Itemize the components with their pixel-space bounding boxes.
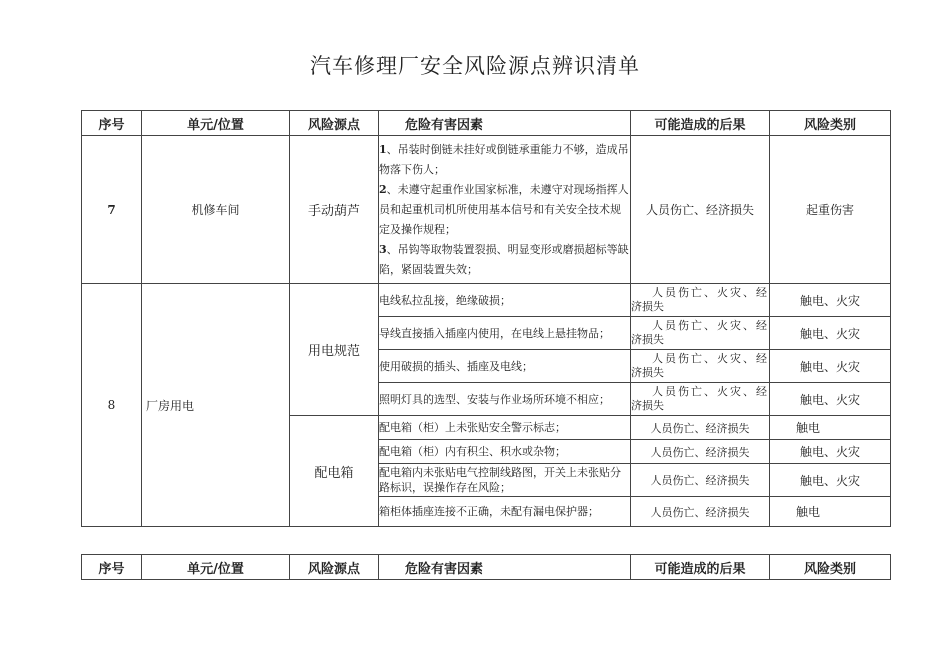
hazard-cell: 配电箱（柜）内有积尘、积水或杂物； — [379, 440, 631, 464]
row7-consequence: 人员伤亡、经济损失 — [631, 136, 770, 284]
repeated-header-table — [81, 554, 891, 580]
row8-source-2: 配电箱 — [290, 416, 379, 527]
hazard-cell: 配电箱内未张贴电气控制线路图，开关上未张贴分路标识，误操作存在风险； — [379, 464, 631, 497]
consequence-cell: 人员伤亡、火灾、经 济损失 — [631, 317, 770, 350]
header-category: 风险类别 — [770, 555, 891, 580]
consequence-cell: 人员伤亡、经济损失 — [631, 464, 770, 497]
row7-source: 手动葫芦 — [290, 136, 379, 284]
row7-hazards — [379, 136, 631, 284]
category-cell: 触电、火灾 — [770, 284, 891, 317]
category-cell: 触电、火灾 — [770, 350, 891, 383]
row8-unit: 厂房用电 — [142, 284, 290, 527]
risk-table — [81, 110, 891, 527]
hazard-item: 2、未遵守起重作业国家标准，未遵守对现场指挥人员和起重机司机所使用基本信号和有关安全技术规定及操作规程； — [379, 182, 629, 236]
hazard-cell: 照明灯具的选型、安装与作业场所环境不相应； — [379, 383, 631, 416]
hazard-cell: 使用破损的插头、插座及电线； — [379, 350, 631, 383]
row8-no: 8 — [82, 284, 142, 527]
page-title: 汽车修理厂安全风险源点辨识清单 — [310, 54, 640, 78]
consequence-cell: 人员伤亡、经济损失 — [631, 497, 770, 527]
row8-source-1: 用电规范 — [290, 284, 379, 416]
header-source: 风险源点 — [290, 111, 379, 136]
consequence-cell: 人员伤亡、火灾、经 济损失 — [631, 350, 770, 383]
consequence-cell: 人员伤亡、火灾、经 济损失 — [631, 383, 770, 416]
header-unit: 单元/位置 — [142, 555, 290, 580]
row7-category: 起重伤害 — [770, 136, 891, 284]
consequence-cell: 人员伤亡、经济损失 — [631, 416, 770, 440]
consequence-cell: 人员伤亡、火灾、经 济损失 — [631, 284, 770, 317]
header-hazard: 危险有害因素 — [379, 555, 631, 580]
category-cell: 触电、火灾 — [770, 464, 891, 497]
hazard-cell: 电线私拉乱接，绝缘破损； — [379, 284, 631, 317]
table-header-row — [82, 555, 891, 580]
header-hazard: 危险有害因素 — [379, 111, 631, 136]
consequence-cell: 人员伤亡、经济损失 — [631, 440, 770, 464]
category-cell: 触电、火灾 — [770, 317, 891, 350]
hazard-cell: 箱柜体插座连接不正确，未配有漏电保护器； — [379, 497, 631, 527]
hazard-item: 1、吊装时倒链未挂好或倒链承重能力不够，造成吊物落下伤人； — [379, 142, 629, 176]
table-row — [82, 284, 891, 317]
category-cell: 触电、火灾 — [770, 440, 891, 464]
category-cell: 触电 — [770, 416, 891, 440]
header-source: 风险源点 — [290, 555, 379, 580]
hazard-cell: 导线直接插入插座内使用，在电线上悬挂物品； — [379, 317, 631, 350]
hazard-cell: 配电箱（柜）上未张贴安全警示标志； — [379, 416, 631, 440]
row7-unit: 机修车间 — [142, 136, 290, 284]
category-cell: 触电 — [770, 497, 891, 527]
header-consequence: 可能造成的后果 — [631, 555, 770, 580]
header-consequence: 可能造成的后果 — [631, 111, 770, 136]
header-unit: 单元/位置 — [142, 111, 290, 136]
header-no: 序号 — [82, 555, 142, 580]
row7-no: 7 — [82, 136, 142, 284]
hazard-item: 3、吊钩等取物装置裂损、明显变形或磨损超标等缺陷，紧固装置失效； — [379, 242, 629, 276]
header-no: 序号 — [82, 111, 142, 136]
header-category: 风险类别 — [770, 111, 891, 136]
category-cell: 触电、火灾 — [770, 383, 891, 416]
table-row — [82, 136, 891, 284]
table-header-row — [82, 111, 891, 136]
